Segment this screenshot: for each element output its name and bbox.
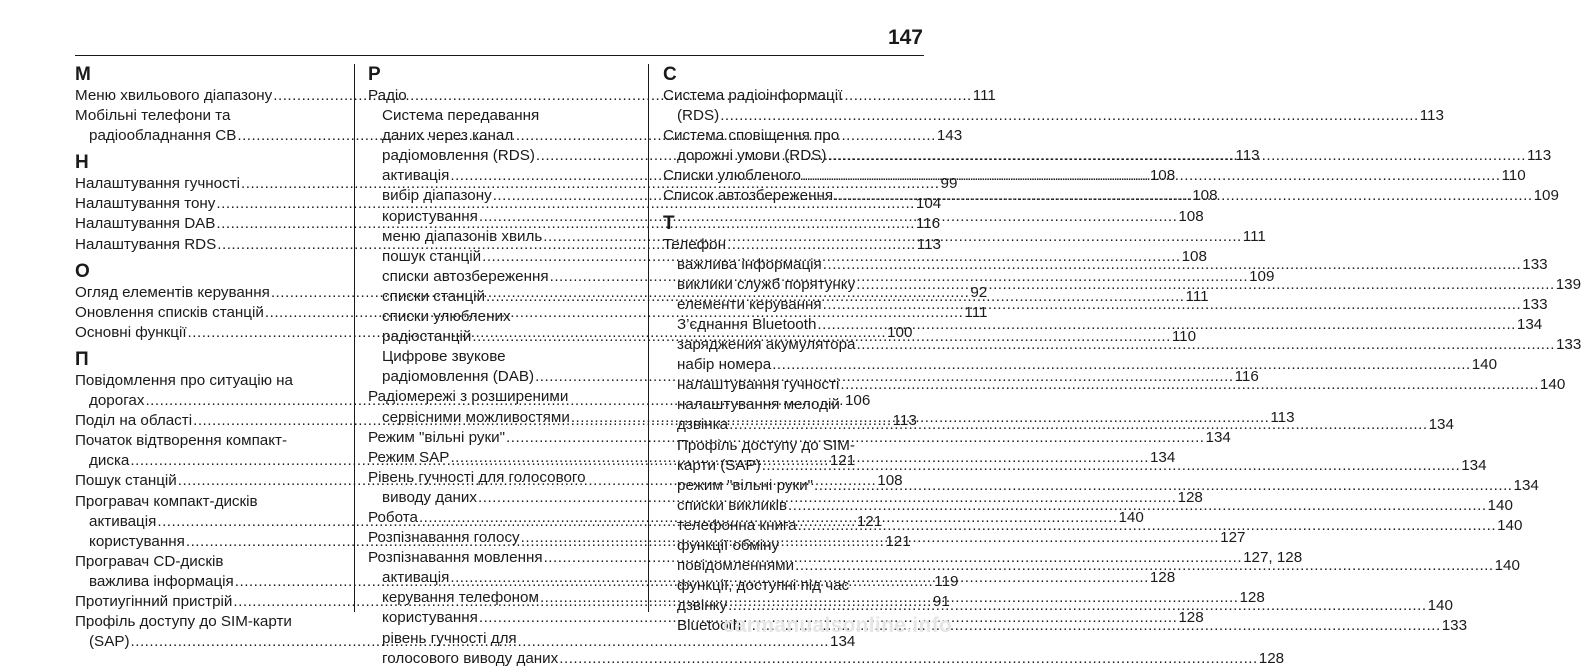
index-entry-text: телефонна книга [677, 516, 797, 534]
index-entry [663, 315, 1543, 335]
index-entry-page: 128 [1258, 649, 1285, 667]
index-entry-page: 134 [1149, 448, 1176, 466]
index-heading: Рівень гучності для голосового [368, 468, 586, 486]
index-entry-page: 108 [1181, 247, 1207, 265]
index-heading: Радіо [368, 87, 407, 104]
index-heading: Цифрове звукове [382, 348, 506, 366]
index-entry-text: Меню хвильового діапазону [75, 87, 273, 104]
index-entry-page: 91 [932, 592, 950, 610]
index-entry-text: Огляд елементів керування [75, 283, 270, 301]
index-entry-text: елементи керування [677, 295, 822, 313]
index-entry-text: активація [89, 512, 157, 530]
dot-leader [814, 476, 1513, 496]
index-entry-text: З’єднання Bluetooth [677, 315, 817, 333]
index-entry-page: 134 [1428, 416, 1454, 434]
index-entry-page: 140 [1471, 356, 1498, 374]
index-entry-text: користування [382, 207, 478, 225]
index-entry-text: користування [89, 532, 185, 550]
index-entry-text: користування [382, 609, 478, 627]
index-entry [368, 649, 1285, 669]
watermark: carmanualsonline.info [722, 614, 952, 637]
index-entry [663, 106, 1444, 126]
index-entry-page: 121 [856, 512, 883, 530]
index-entry-text: Поділ на області [75, 412, 193, 430]
dot-leader [856, 335, 1555, 355]
index-entry-text: важлива інформація [677, 255, 822, 273]
dot-leader [817, 315, 1516, 335]
dot-leader [788, 496, 1487, 516]
index-entry-page: 108 [1149, 167, 1176, 185]
index-entry-page: 128 [1239, 589, 1265, 607]
index-entry-page: 92 [970, 283, 988, 301]
index-heading: Початок відтворення компакт- [75, 432, 288, 450]
index-entry-page: 139 [1555, 275, 1581, 293]
index-entry-page: 134 [1205, 428, 1231, 446]
index-entry-text: Режим SAP [368, 448, 450, 466]
index-entry-page: 140 [1494, 557, 1520, 575]
dot-leader [772, 355, 1471, 375]
index-entry-text: Налаштування RDS [75, 235, 217, 253]
dot-leader [559, 649, 1258, 669]
index-entry-text: виводу даних [382, 488, 478, 506]
index-entry-page: 134 [1513, 476, 1539, 494]
index-heading: списки улюблених [382, 308, 511, 326]
section-letter: С [663, 64, 677, 85]
index-entry-page: 134 [1461, 456, 1487, 474]
index-entry-page: 140 [1497, 516, 1523, 534]
index-heading: Профіль доступу до SIM- [677, 436, 855, 454]
index-entry-page: 116 [1234, 368, 1259, 386]
index-entry-text: Розпізнавання голосу [368, 529, 520, 547]
index-entry-text: заряджения акумулятора [677, 336, 856, 354]
index-entry-text: керування телефоном [382, 589, 539, 607]
index-entry-page: 119 [934, 572, 959, 590]
index-entry-text: повідомленнями [677, 557, 795, 575]
index-entry-text: важлива інформація [89, 572, 234, 590]
index-heading: Профіль доступу до SIM-карти [75, 613, 292, 631]
index-entry-page: 128 [1149, 569, 1176, 587]
index-heading: Система передавання [382, 107, 540, 125]
index-entry-page: 108 [1178, 207, 1204, 225]
index-entry-text: Списки улюбленого [663, 167, 801, 185]
index-entry-text: режим "вільні руки" [677, 476, 814, 494]
index-entry-page: 111 [964, 303, 988, 321]
index-entry [663, 476, 1539, 496]
index-heading: Мобільні телефони та [75, 107, 231, 125]
index-entry-text: Протиугінний пристрій [75, 592, 233, 610]
index-entry-page: 143 [936, 127, 963, 145]
index-entry-page: 113 [1270, 408, 1295, 426]
index-entry-page: 121 [885, 532, 911, 550]
section-letter: Т [663, 212, 675, 234]
index-entry-page: 127, 128 [1243, 549, 1303, 567]
index-entry-text: (RDS) [677, 107, 720, 125]
dot-leader [762, 456, 1461, 476]
section-letter: Р [368, 64, 381, 85]
index-entry-text: Bluetooth [677, 617, 742, 635]
index-entry-text: Режим "вільні руки" [368, 428, 506, 446]
index-heading: даних через канал [382, 127, 514, 145]
dot-leader [840, 375, 1539, 395]
index-entry-page: 99 [940, 175, 958, 193]
dot-leader [823, 295, 1522, 315]
index-entry-text: виклики служб порятунку [677, 275, 856, 293]
index-entry-text: активація [382, 569, 450, 587]
index-entry-text: радіомовлення (DAB) [382, 368, 535, 386]
index-entry-text: карти (SAP) [677, 456, 761, 474]
index-entry-text: пошук станцій [382, 247, 482, 265]
index-entry-text: набір номера [677, 356, 772, 374]
index-entry-text: Розпізнавання мовлення [368, 549, 543, 567]
dot-leader [802, 166, 1501, 186]
dot-leader [827, 146, 1526, 166]
index-entry-text: Список автозбереження [663, 187, 834, 205]
index-entry [663, 146, 1552, 166]
index-entry-page: 140 [1118, 508, 1144, 526]
index-entry-page: 104 [915, 195, 942, 213]
index-heading: Радіомережі з розширеними [368, 388, 569, 406]
index-entry-page: 121 [829, 452, 856, 470]
section-letter: Н [75, 152, 89, 174]
index-entry-text: дзвінка [677, 416, 729, 434]
section-letter: П [75, 348, 89, 370]
dot-leader [720, 106, 1419, 126]
top-rule [75, 55, 924, 56]
index-entry-page: 140 [1487, 496, 1513, 514]
index-entry-text: Налаштування DAB [75, 215, 216, 233]
index-entry-text: меню діапазонів хвиль [382, 227, 543, 245]
index-entry-page: 111 [1242, 227, 1266, 245]
index-entry-text: радіообладнання CB [89, 127, 237, 145]
index-entry-page: 128 [1177, 488, 1203, 506]
section-letter: О [75, 260, 90, 282]
column-divider-2 [648, 64, 649, 612]
index-heading: Програвач CD-дисків [75, 552, 224, 570]
index-heading: рівень гучності для [382, 629, 517, 647]
index-entry-page: 113 [1235, 147, 1260, 165]
index-entry-text: сервісними можливостями [382, 408, 570, 426]
index-entry-page: 133 [1522, 255, 1548, 273]
index-entry-page: 108 [1192, 187, 1218, 205]
dot-leader [834, 186, 1533, 206]
index-entry-text: списки викликів [677, 496, 788, 514]
index-entry-page: 113 [1419, 107, 1444, 125]
index-entry-text: вибір діапазону [382, 187, 492, 205]
index-heading: Програвач компакт-дисків [75, 492, 258, 510]
index-entry-text: дорожні умови (RDS) [677, 147, 827, 165]
index-heading: Телефон [663, 235, 727, 253]
dot-leader [795, 556, 1494, 576]
index-heading: функції обміну [677, 536, 780, 554]
index-entry-text: списки станцій [382, 287, 486, 305]
index-entry-page: 113 [892, 412, 917, 430]
index-entry-page: 140 [1539, 376, 1566, 394]
index-entry-page: 128 [1178, 609, 1204, 627]
index-entry-text: дорогах [89, 392, 145, 410]
index-entry-page: 134 [830, 633, 856, 651]
index-entry-page: 133 [1522, 295, 1548, 313]
index-entry-page: 113 [916, 235, 941, 253]
column-divider-1 [354, 64, 355, 612]
dot-leader [856, 275, 1555, 295]
index-entry [663, 516, 1523, 536]
index-entry-page: 133 [1441, 617, 1468, 635]
index-entry [663, 456, 1487, 476]
index-entry-page: 111 [1185, 287, 1209, 305]
index-entry-text: списки автозбереження [382, 267, 549, 285]
index-entry-page: 100 [887, 323, 913, 341]
index-heading: Повідомлення про ситуацію на [75, 371, 294, 389]
index-entry-text: Пошук станцій [75, 472, 177, 490]
index-entry-text: налаштування гучності [677, 376, 840, 394]
index-entry-page: 111 [972, 87, 996, 104]
dot-leader [823, 255, 1522, 275]
index-entry-page: 106 [844, 392, 871, 410]
index-entry-page: 116 [915, 215, 941, 233]
index-entry-text: радіостанцій [382, 328, 472, 346]
index-entry-page: 109 [1249, 267, 1275, 285]
index-heading: Система сповіщення про [663, 127, 840, 145]
index-entry-page: 110 [1501, 167, 1526, 185]
index-entry-page: 113 [1526, 147, 1552, 165]
index-heading: Система радіоінформації [663, 87, 843, 104]
index-heading: налаштування мелодій [677, 396, 840, 414]
index-entry-text: диска [89, 452, 130, 470]
index-entry-text: радіомовлення (RDS) [382, 147, 535, 165]
index-entry-page: 109 [1533, 187, 1559, 205]
index-entry [663, 355, 1498, 375]
index-entry-text: дзвінку [677, 597, 728, 615]
index-entry-text: активація [382, 167, 450, 185]
index-heading: функції, доступні під час [677, 577, 850, 595]
dot-leader [729, 415, 1428, 435]
section-letter: М [75, 64, 91, 85]
index-entry-text: Оновлення списків станцій [75, 303, 264, 321]
index-entry-page: 108 [877, 472, 903, 490]
index-entry-text: Налаштування гучності [75, 175, 240, 193]
index-entry-text: Основні функції [75, 323, 187, 341]
index-entry-page: 140 [1427, 597, 1453, 615]
index-entry-text: Робота [368, 508, 418, 526]
index-entry-text: (SAP) [89, 633, 130, 651]
index-entry-page: 133 [1555, 336, 1581, 354]
index-entry-page: 110 [1171, 328, 1197, 346]
index-entry-page: 134 [1516, 315, 1543, 333]
index-entry-text: Налаштування тону [75, 195, 216, 213]
page-number: 147 [887, 26, 923, 49]
index-entry-page: 127 [1220, 529, 1246, 547]
index-entry-text: голосового виводу даних [382, 649, 559, 667]
dot-leader [798, 516, 1497, 536]
